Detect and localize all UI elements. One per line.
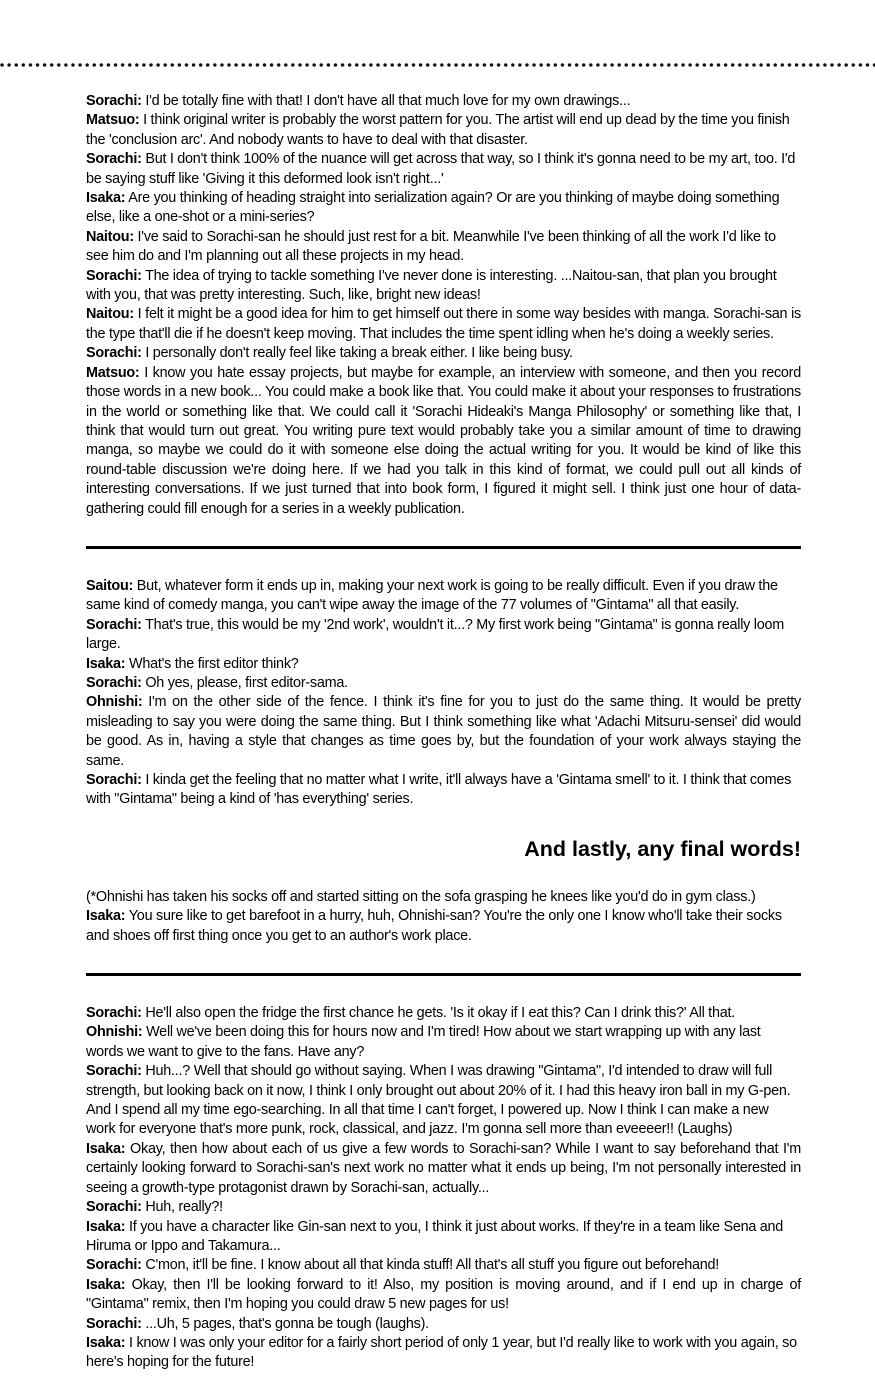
- dialogue-line: [86, 616, 801, 655]
- spacer: [86, 976, 801, 1004]
- dialogue-line: [86, 364, 801, 519]
- dialogue-text: The idea of trying to tackle something I've never done is interesting. ...Naitou-san, that plan you brought with you, that was pretty interesting. Such, like, bright new ideas!: [86, 267, 777, 304]
- speaker-name: Ohnishi:: [86, 1024, 143, 1041]
- dialogue-text: (*Ohnishi has taken his socks off and started sitting on the sofa grasping he knees like you'd do in gym class.): [86, 888, 756, 905]
- speaker-name: Sorachi:: [86, 267, 142, 284]
- speaker-name: Sorachi:: [86, 674, 142, 691]
- dialogue-text: I personally don't really feel like taking a break either. I like being busy.: [141, 345, 573, 362]
- dialogue-text: Are you thinking of heading straight into serialization again? Or are you thinking of maybe doing something else, like a one-shot or a mini-series?: [86, 190, 780, 226]
- dialogue-text: Oh yes, please, first editor-sama.: [141, 674, 348, 691]
- dialogue-line: [86, 1218, 801, 1257]
- dialogue-text: I know you hate essay projects, but maybe for example, an interview with someone, and then you record those words in a new book... You could make a book like that. You could make it about your responses to frustrations in the world or something like that. We could call it 'Sorachi Hideaki's Manga Philosophy' or something like that, I think that would turn out great. You writing pure text would probably take you a similar amount of time to drawing manga, so maybe we could do it with someone else doing the actual writing for you. It would be kind of like this round-table discussion we're doing here. If we had you talk in this kind of format, we could pull out all kinds of interesting conversations. If we just turned that into book form, I figured it might sell. I think just one hour of data-gathering could fill enough for a series in a weekly publication.: [86, 364, 801, 517]
- dialogue-text: Huh...? Well that should go without saying. When I was drawing "Gintama", I'd intended to draw will full strength, but looking back on it now, I think I only brought out about 20% of it. I had this heavy iron ball in my G-pen. And I spend all my time ego-searching. In all that time I can't forget, I powered up. Now I think I can make a new work for everyone that's more punk, rock, classical, and jazz. I'm gonna sell more than eveeeer!! (Laughs): [86, 1063, 791, 1138]
- dialogue-line: [86, 150, 801, 189]
- dialogue-line: [86, 1004, 801, 1023]
- dialogue-text: I think original writer is probably the worst pattern for you. The artist will end up dead by the time you finish the 'conclusion arc'. And nobody wants to have to deal with that disaster.: [86, 112, 790, 148]
- dialogue-text: I've said to Sorachi-san he should just rest for a bit. Meanwhile I've been thinking of all the work I'd like to see him do and I'm planning out all these projects in my head.: [86, 228, 776, 265]
- speaker-name: Naitou:: [86, 228, 134, 245]
- speaker-name: Sorachi:: [86, 1063, 142, 1080]
- dialogue-block-3: [86, 888, 801, 946]
- dialogue-line: [86, 267, 801, 306]
- document-content: [86, 92, 801, 1373]
- dialogue-text: I'm on the other side of the fence. I think it's fine for you to just do the same thing. It would be pretty misleading to say you were doing the same thing. But I think something like what 'Adachi Mitsuru-sensei' did would be good. As in, having a style that changes as time goes by, but the foundation of your work always staying the same.: [86, 694, 801, 769]
- speaker-name: Isaka:: [86, 1140, 126, 1157]
- speaker-name: Sorachi:: [86, 1005, 142, 1022]
- speaker-name: Sorachi:: [86, 1199, 142, 1216]
- dialogue-text: I felt it might be a good idea for him to get himself out there in some way besides with manga. Sorachi-san is the type that'll die if he doesn't keep moving. That includes the time spent idling when he's doing a weekly series.: [86, 306, 801, 342]
- speaker-name: Isaka:: [86, 908, 126, 925]
- section-heading: And lastly, any final words!: [524, 836, 801, 861]
- speaker-name: Sorachi:: [86, 345, 142, 362]
- dialogue-block-2: [86, 577, 801, 810]
- dialogue-line: [86, 111, 801, 150]
- spacer: [86, 519, 801, 546]
- speaker-name: Isaka:: [86, 1218, 126, 1235]
- spacer: [86, 946, 801, 973]
- dialogue-text: But I don't think 100% of the nuance will get across that way, so I think it's gonna need to be my art, too. I'd be saying stuff like 'Giving it this deformed look isn't right...': [86, 151, 796, 187]
- dotted-separator-rule: [0, 62, 875, 68]
- dialogue-line: [86, 1140, 801, 1198]
- dialogue-text: If you have a character like Gin-san next to you, I think it just about works. If they're in a team like Sena and Hiruma or Ippo and Takamura...: [86, 1218, 784, 1254]
- speaker-name: Saitou:: [86, 577, 134, 594]
- dialogue-text: I'd be totally fine with that! I don't have all that much love for my own drawings...: [141, 93, 631, 109]
- dialogue-line: [86, 1198, 801, 1217]
- speaker-name: Ohnishi:: [86, 694, 143, 711]
- dialogue-line: [86, 771, 801, 810]
- dialogue-line: [86, 1276, 801, 1315]
- speaker-name: Isaka:: [86, 1334, 126, 1351]
- dialogue-line: [86, 693, 801, 771]
- speaker-name: Isaka:: [86, 190, 126, 207]
- speaker-name: Sorachi:: [86, 93, 142, 109]
- speaker-name: Matsuo:: [86, 364, 140, 381]
- dialogue-text: Okay, then how about each of us give a few words to Sorachi-san? While I want to say beforehand that I'm certainly looking forward to Sorachi-san's next work no matter what it ends up being, I'm not personally interested in seeing a growth-type protagonist drawn by Sorachi-san, actually...: [86, 1140, 801, 1196]
- dialogue-text: You sure like to get barefoot in a hurry, huh, Ohnishi-san? You're the only one I know who'll take their socks and shoes off first thing once you get to an author's work place.: [86, 908, 782, 944]
- dialogue-line: [86, 305, 801, 344]
- dialogue-text: I know I was only your editor for a fairly short period of only 1 year, but I'd really like to work with you again, so here's hoping for the future!: [86, 1334, 797, 1371]
- dialogue-line: [86, 577, 801, 616]
- speaker-name: Sorachi:: [86, 1257, 142, 1274]
- spacer: [86, 862, 801, 888]
- speaker-name: Sorachi:: [86, 772, 142, 788]
- dialogue-line: [86, 674, 801, 693]
- dialogue-text: Huh, really?!: [141, 1199, 223, 1216]
- dialogue-line: [86, 1062, 801, 1140]
- dialogue-block-1: [86, 92, 801, 519]
- speaker-name: Isaka:: [86, 655, 126, 672]
- dialogue-block-4: [86, 1004, 801, 1373]
- dialogue-text: But, whatever form it ends up in, making your next work is going to be really difficult. Even if you draw the same kind of comedy manga, you can't wipe away the image of the 77 volumes of "Gintama" all that easily.: [86, 577, 778, 614]
- dialogue-text: Okay, then I'll be looking forward to it! Also, my position is moving around, and if I end up in charge of "Gintama" remix, then I'm hoping you could draw 5 new pages for us!: [86, 1276, 801, 1313]
- dialogue-text: Well we've been doing this for hours now and I'm tired! How about we start wrapping up with any last words we want to give to the fans. Have any?: [86, 1024, 761, 1060]
- dialogue-text: What's the first editor think?: [125, 655, 299, 672]
- dialogue-line: [86, 1315, 801, 1334]
- speaker-name: Naitou:: [86, 306, 134, 323]
- speaker-name: Isaka:: [86, 1276, 126, 1293]
- dialogue-line: [86, 228, 801, 267]
- dialogue-line: [86, 655, 801, 674]
- speaker-name: Matsuo:: [86, 112, 140, 129]
- spacer: [86, 549, 801, 577]
- dialogue-line: [86, 888, 801, 907]
- speaker-name: Sorachi:: [86, 1315, 142, 1332]
- spacer: [86, 810, 801, 836]
- speaker-name: Sorachi:: [86, 616, 142, 633]
- dialogue-line: [86, 1023, 801, 1062]
- dialogue-text: He'll also open the fridge the first chance he gets. 'Is it okay if I eat this? Can I drink this?' All that.: [141, 1005, 735, 1022]
- dialogue-line: [86, 189, 801, 228]
- dialogue-line: [86, 1256, 801, 1275]
- dialogue-line: [86, 344, 801, 363]
- dialogue-text: That's true, this would be my '2nd work', wouldn't it...? My first work being "Gintama" is gonna really loom large.: [86, 616, 785, 653]
- dialogue-text: ...Uh, 5 pages, that's gonna be tough (laughs).: [141, 1315, 429, 1332]
- dialogue-text: C'mon, it'll be fine. I know about all that kinda stuff! All that's all stuff you figure out beforehand!: [141, 1257, 720, 1274]
- dialogue-line: [86, 907, 801, 946]
- dialogue-line: [86, 92, 801, 111]
- dialogue-text: I kinda get the feeling that no matter what I write, it'll always have a 'Gintama smell' to it. I think that comes with "Gintama" being a kind of 'has everything' series.: [86, 772, 792, 808]
- speaker-name: Sorachi:: [86, 151, 142, 168]
- dialogue-line: [86, 1334, 801, 1373]
